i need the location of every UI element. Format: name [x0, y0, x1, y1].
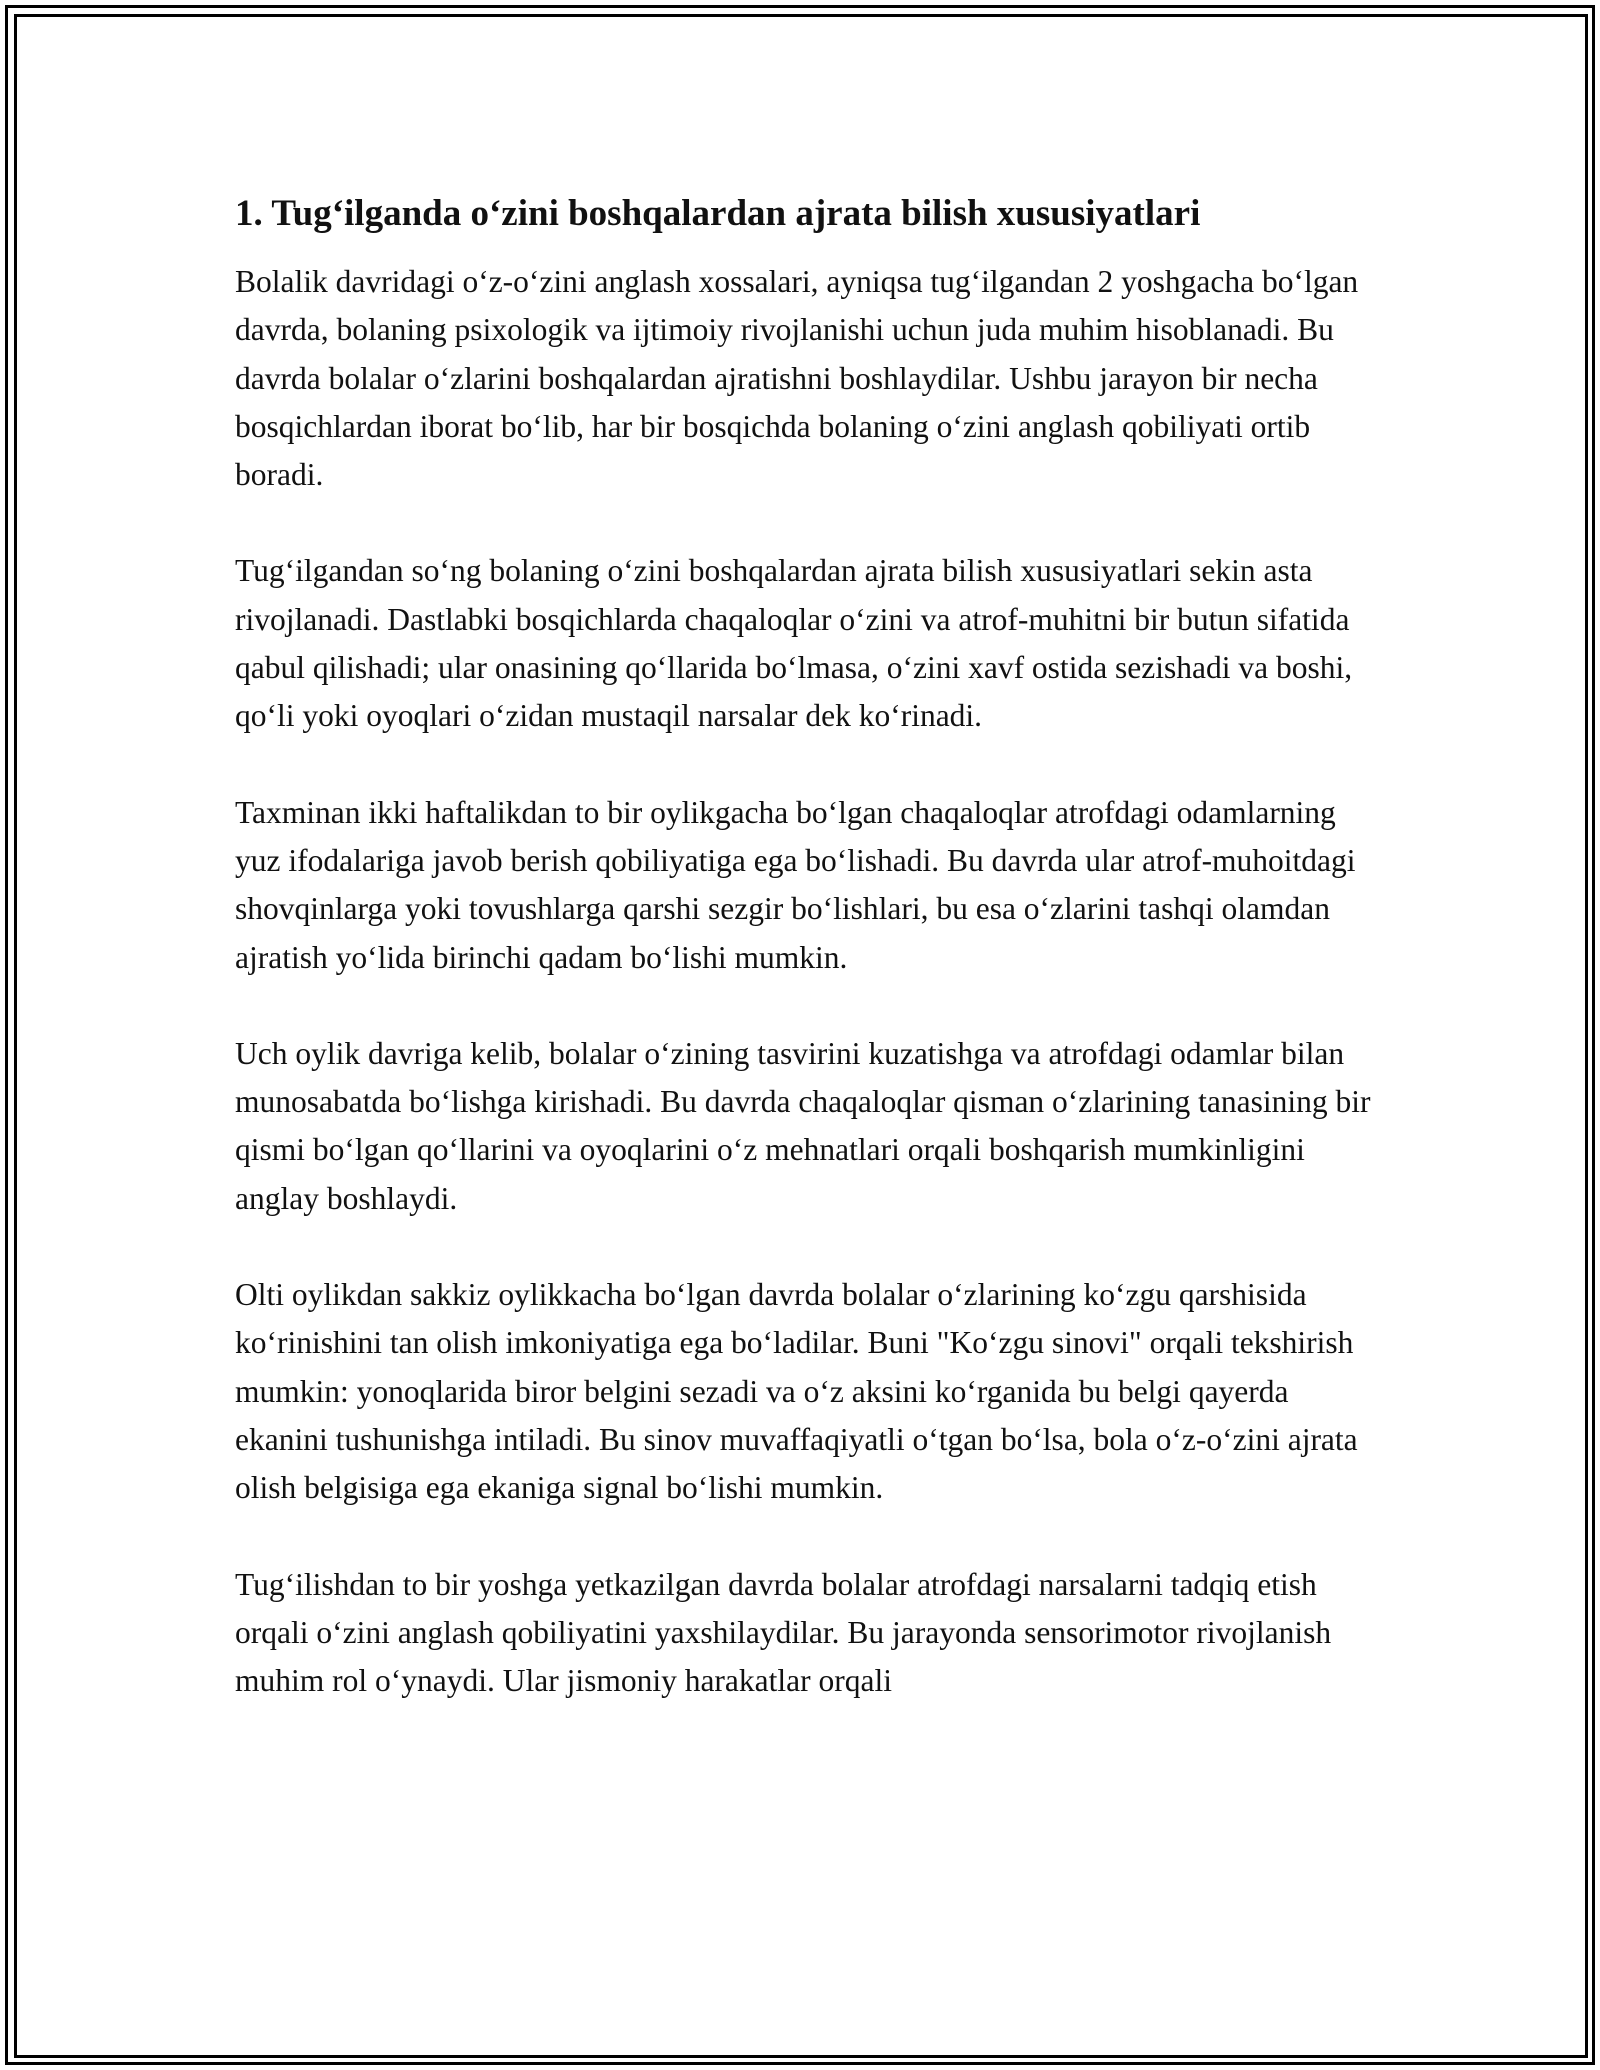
paragraph-3: Taxminan ikki haftalikdan to bir oylikgacha bo‘lgan chaqaloqlar atrofdagi odamlarning yuz ifodalariga javob berish qobiliyatiga ega bo‘lishadi. Bu davrda ular atrof-muhoitdagi shovqinlarga yoki tovushlarga qarshi sezgir bo‘lishlari, bu esa o‘zlarini tashqi olamdan ajratish yo‘lida birinchi qadam bo‘lishi mumkin. — [235, 794, 1356, 975]
paragraph-5: Olti oylikdan sakkiz oylikkacha bo‘lgan davrda bolalar o‘zlarining ko‘zgu qarshisida ko‘rinishini tan olish imkoniyatiga ega bo‘ladilar. Buni "Ko‘zgu sinovi" orqali tekshirish mumkin: yonoqlarida biror belgini sezadi va o‘z aksini ko‘rganida bu belgi qayerda ekanini tushunishga intiladi. Bu sinov muvaffaqiyatli o‘tgan bo‘lsa, bola o‘z-o‘zini ajrata olish belgisiga ega ekaniga signal bo‘lishi mumkin. — [235, 1277, 1358, 1506]
paragraph-1: Bolalik davridagi o‘z-o‘zini anglash xossalari, ayniqsa tug‘ilgandan 2 yoshgacha bo‘lgan davrda, bolaning psixologik va ijtimoiy rivojlanishi uchun juda muhim hisoblanadi. Bu davrda bolalar o‘zlarini boshqalardan ajratishni boshlaydilar. Ushbu jarayon bir necha bosqichlardan iborat bo‘lib, har bir bosqichda bolaning o‘zini anglash qobiliyati ortib boradi. — [235, 264, 1359, 493]
paragraph-4: Uch oylik davriga kelib, bolalar o‘zining tasvirini kuzatishga va atrofdagi odamlar bilan munosabatda bo‘lishga kirishadi. Bu davrda chaqaloqlar qisman o‘zlarining tanasining bir qismi bo‘lgan qo‘llarini va oyoqlarini o‘z mehnatlari orqali boshqarish mumkinligini anglay boshlaydi. — [235, 1035, 1371, 1216]
document-content — [235, 190, 1385, 1705]
paragraph-2: Tug‘ilgandan so‘ng bolaning o‘zini boshqalardan ajrata bilish xususiyatlari sekin asta rivojlanadi. Dastlabki bosqichlarda chaqaloqlar o‘zini va atrof-muhitni bir butun sifatida qabul qilishadi; ular onasining qo‘llarida bo‘lmasa, o‘zini xavf ostida sezishadi va boshi, qo‘li yoki oyoqlari o‘zidan mustaqil narsalar dek ko‘rinadi. — [235, 553, 1353, 734]
section-heading: 1. Tug‘ilganda o‘zini boshqalardan ajrata bilish xususiyatlari — [235, 193, 1201, 234]
paragraph-6: Tug‘ilishdan to bir yoshga yetkazilgan davrda bolalar atrofdagi narsalarni tadqiq etish orqali o‘zini anglash qobiliyatini yaxshilaydilar. Bu jarayonda sensorimotor rivojlanish muhim rol o‘ynaydi. Ular jismoniy harakatlar orqali — [235, 1566, 1332, 1699]
